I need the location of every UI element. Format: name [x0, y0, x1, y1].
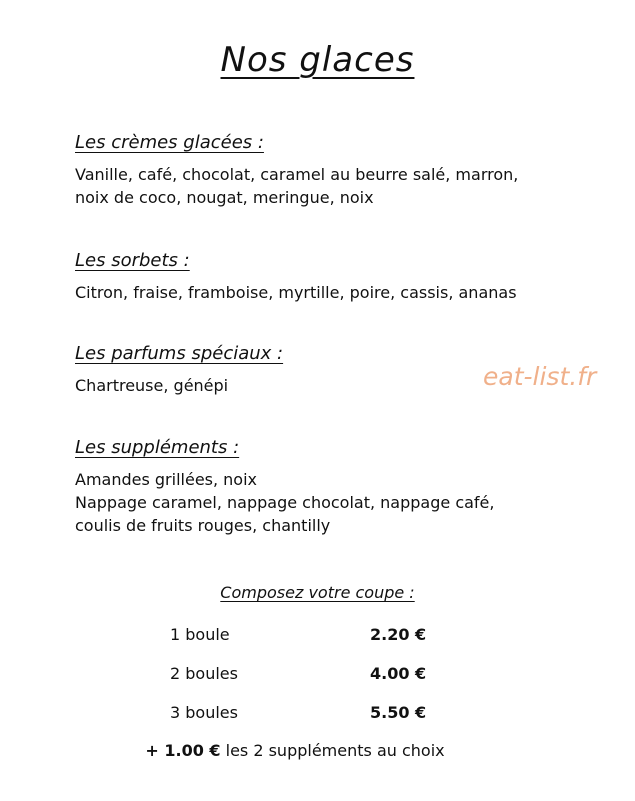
price-label: 3 boules	[170, 703, 238, 722]
price-value: 5.50 €	[370, 703, 427, 722]
section-parfums-speciaux	[75, 343, 283, 397]
section-title: Les sorbets :	[75, 250, 190, 271]
price-value: 4.00 €	[370, 664, 427, 683]
menu-line: Vanille, café, chocolat, caramel au beurre salé, marron,	[75, 165, 519, 184]
menu-line: Chartreuse, génépi	[75, 376, 229, 395]
menu-line: coulis de fruits rouges, chantilly	[75, 516, 331, 535]
price-label: 2 boules	[170, 664, 238, 683]
supplement-note	[0, 741, 590, 760]
price-label: 1 boule	[170, 625, 230, 644]
supplement-price: + 1.00 €	[145, 741, 221, 760]
coupe-title: Composez votre coupe :	[220, 583, 415, 602]
section-sorbets	[75, 250, 517, 304]
menu-line: Nappage caramel, nappage chocolat, nappage café,	[75, 493, 495, 512]
section-title: Les crèmes glacées :	[75, 132, 264, 153]
menu-line: noix de coco, nougat, meringue, noix	[75, 188, 374, 207]
section-title: Les parfums spéciaux :	[75, 343, 284, 364]
price-value: 2.20 €	[370, 625, 427, 644]
menu-line: Citron, fraise, framboise, myrtille, poire, cassis, ananas	[75, 283, 517, 302]
watermark: eat-list.fr	[483, 362, 597, 391]
page-title: Nos glaces	[220, 40, 415, 80]
menu-line: Amandes grillées, noix	[75, 470, 258, 489]
section-cremes-glacees	[75, 132, 518, 209]
section-title: Les suppléments :	[75, 437, 240, 458]
section-supplements	[75, 437, 494, 537]
supplement-text: les 2 suppléments au choix	[220, 741, 445, 760]
